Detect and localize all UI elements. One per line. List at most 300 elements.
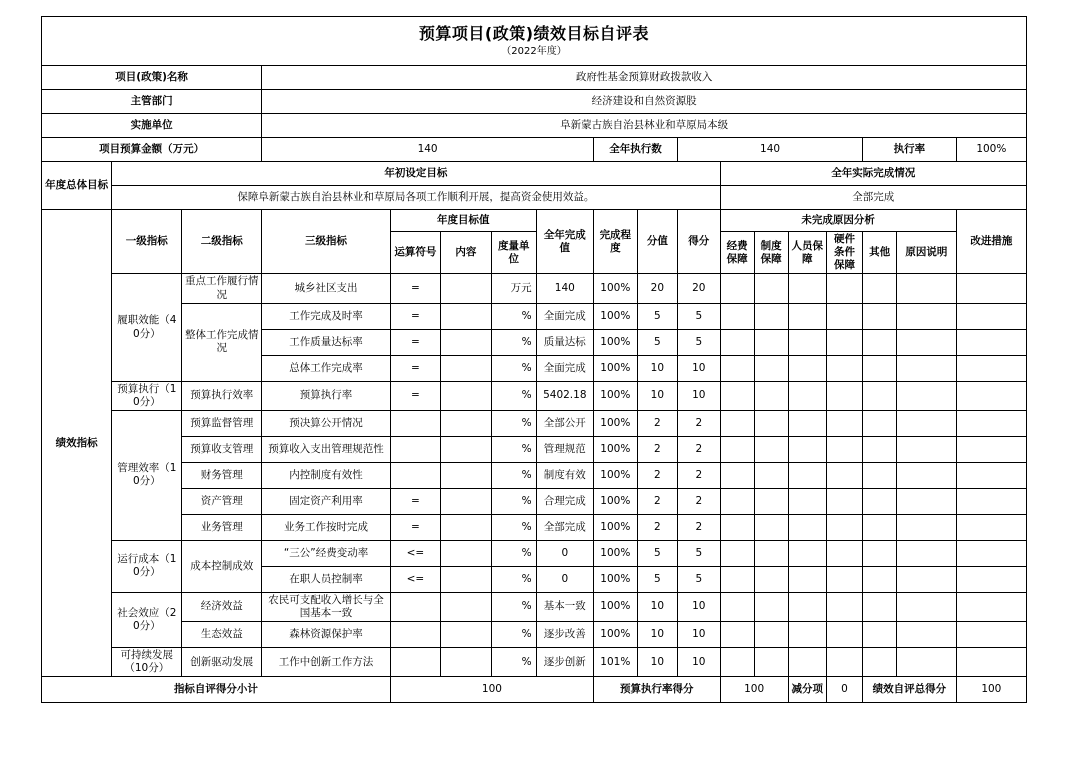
indicator-operator: = <box>390 381 440 410</box>
indicator-points: 2 <box>637 488 677 514</box>
indicator-level1: 履职效能（40分） <box>112 274 182 381</box>
indicator-reason-staff <box>788 488 826 514</box>
indicator-unit: % <box>491 436 536 462</box>
indicator-points: 10 <box>637 622 677 648</box>
indicator-annual-value: 基本一致 <box>536 592 593 621</box>
indicator-improvement <box>956 274 1026 303</box>
indicator-level3: 预决算公开情况 <box>262 410 391 436</box>
indicator-operator <box>390 648 440 677</box>
indicator-reason-funding <box>720 488 754 514</box>
indicator-completion: 100% <box>594 540 638 566</box>
table-row <box>42 462 1027 488</box>
indicator-improvement <box>956 355 1026 381</box>
indicator-improvement <box>956 488 1026 514</box>
indicator-reason-other <box>863 540 897 566</box>
indicator-operator <box>390 592 440 621</box>
indicator-annual-value: 5402.18 <box>536 381 593 410</box>
title-main: 预算项目(政策)绩效目标自评表 <box>418 23 650 43</box>
indicator-points: 10 <box>637 648 677 677</box>
indicator-reason-staff <box>788 622 826 648</box>
indicator-reason-funding <box>720 648 754 677</box>
col-header-annual-value: 全年完成值 <box>536 210 593 274</box>
indicator-improvement <box>956 436 1026 462</box>
execution-rate-label: 执行率 <box>863 138 957 162</box>
indicator-reason-note <box>897 381 957 410</box>
indicator-score: 5 <box>678 566 721 592</box>
budget-amount-label: 项目预算金额（万元） <box>42 138 262 162</box>
indicator-level2: 经济效益 <box>182 592 262 621</box>
implementing-unit-value: 阜新蒙古族自治县林业和草原局本级 <box>262 114 1027 138</box>
indicator-points: 2 <box>637 514 677 540</box>
indicator-reason-hardware <box>826 436 862 462</box>
indicator-reason-hardware <box>826 274 862 303</box>
indicator-score: 2 <box>678 488 721 514</box>
indicator-improvement <box>956 410 1026 436</box>
indicator-score: 20 <box>678 274 721 303</box>
indicator-reason-funding <box>720 381 754 410</box>
indicator-completion: 100% <box>594 622 638 648</box>
indicator-reason-other <box>863 329 897 355</box>
indicator-level1: 运行成本（10分） <box>112 540 182 592</box>
indicator-completion: 100% <box>594 592 638 621</box>
indicator-reason-system <box>754 436 788 462</box>
indicator-annual-value: 140 <box>536 274 593 303</box>
indicator-completion: 100% <box>594 566 638 592</box>
indicator-content <box>440 381 491 410</box>
indicator-points: 2 <box>637 436 677 462</box>
indicator-reason-hardware <box>826 622 862 648</box>
col-header-level1: 一级指标 <box>112 210 182 274</box>
indicator-completion: 100% <box>594 355 638 381</box>
overall-target-row-label: 年度总体目标 <box>42 162 112 210</box>
indicator-annual-value: 管理规范 <box>536 436 593 462</box>
actual-completion-header: 全年实际完成情况 <box>720 162 1026 186</box>
indicator-operator: = <box>390 329 440 355</box>
indicator-level2: 预算监督管理 <box>182 410 262 436</box>
indicator-level3: 城乡社区支出 <box>262 274 391 303</box>
indicator-reason-other <box>863 488 897 514</box>
indicator-score: 5 <box>678 303 721 329</box>
indicator-points: 10 <box>637 381 677 410</box>
indicator-level1: 管理效率（10分） <box>112 410 182 540</box>
indicator-reason-funding <box>720 592 754 621</box>
indicator-completion: 100% <box>594 514 638 540</box>
indicator-score: 2 <box>678 410 721 436</box>
indicator-score: 10 <box>678 592 721 621</box>
annual-execution-value: 140 <box>678 138 863 162</box>
indicator-reason-note <box>897 355 957 381</box>
indicator-reason-system <box>754 622 788 648</box>
indicator-content <box>440 648 491 677</box>
col-header-content: 内容 <box>440 232 491 274</box>
subtotal-label: 指标自评得分小计 <box>42 677 391 703</box>
indicator-reason-note <box>897 410 957 436</box>
subtotal-value: 100 <box>390 677 593 703</box>
indicator-operator <box>390 462 440 488</box>
indicator-annual-value: 合理完成 <box>536 488 593 514</box>
indicator-reason-hardware <box>826 514 862 540</box>
indicator-completion: 100% <box>594 436 638 462</box>
indicator-content <box>440 436 491 462</box>
indicator-reason-funding <box>720 540 754 566</box>
indicator-annual-value: 逐步改善 <box>536 622 593 648</box>
indicator-score: 10 <box>678 622 721 648</box>
table-row <box>42 410 1027 436</box>
indicator-completion: 100% <box>594 410 638 436</box>
indicator-score: 10 <box>678 381 721 410</box>
indicator-operator: = <box>390 274 440 303</box>
indicator-reason-staff <box>788 436 826 462</box>
indicator-reason-system <box>754 566 788 592</box>
indicator-reason-hardware <box>826 410 862 436</box>
indicator-level1: 社会效应（20分） <box>112 592 182 647</box>
indicator-reason-funding <box>720 274 754 303</box>
indicator-reason-other <box>863 303 897 329</box>
col-header-completion: 完成程度 <box>594 210 638 274</box>
indicators-row-label: 绩效指标 <box>42 210 112 677</box>
indicator-level3: 固定资产利用率 <box>262 488 391 514</box>
indicator-reason-note <box>897 622 957 648</box>
actual-completion-value: 全部完成 <box>720 186 1026 210</box>
indicator-level2: 业务管理 <box>182 514 262 540</box>
indicator-level1: 可持续发展（10分） <box>112 648 182 677</box>
indicator-points: 5 <box>637 540 677 566</box>
indicator-level2: 资产管理 <box>182 488 262 514</box>
indicator-completion: 100% <box>594 381 638 410</box>
col-header-reason-funding: 经费保障 <box>720 232 754 274</box>
indicator-reason-system <box>754 274 788 303</box>
indicator-reason-system <box>754 540 788 566</box>
indicator-reason-system <box>754 355 788 381</box>
indicator-level2: 成本控制成效 <box>182 540 262 592</box>
col-header-operator: 运算符号 <box>390 232 440 274</box>
table-row <box>42 648 1027 677</box>
indicator-improvement <box>956 540 1026 566</box>
indicator-unit: % <box>491 514 536 540</box>
sheet-title <box>42 17 1027 66</box>
indicator-score: 10 <box>678 648 721 677</box>
indicator-reason-other <box>863 355 897 381</box>
department-value: 经济建设和自然资源股 <box>262 90 1027 114</box>
indicator-score: 2 <box>678 436 721 462</box>
indicator-content <box>440 329 491 355</box>
indicator-unit: % <box>491 462 536 488</box>
table-row <box>42 90 1027 114</box>
exec-rate-score-value: 100 <box>720 677 788 703</box>
indicator-level3: 预算收入支出管理规范性 <box>262 436 391 462</box>
indicator-points: 2 <box>637 462 677 488</box>
indicator-reason-staff <box>788 462 826 488</box>
col-header-reason-staff: 人员保障 <box>788 232 826 274</box>
indicator-reason-system <box>754 329 788 355</box>
table-row <box>42 186 1027 210</box>
indicator-reason-funding <box>720 436 754 462</box>
indicator-reason-note <box>897 514 957 540</box>
indicator-level2: 预算收支管理 <box>182 436 262 462</box>
indicator-reason-note <box>897 274 957 303</box>
table-row <box>42 274 1027 303</box>
deduction-value: 0 <box>826 677 862 703</box>
indicator-unit: % <box>491 592 536 621</box>
col-header-level3: 三级指标 <box>262 210 391 274</box>
indicator-reason-staff <box>788 592 826 621</box>
indicator-content <box>440 462 491 488</box>
indicator-improvement <box>956 462 1026 488</box>
indicator-reason-system <box>754 410 788 436</box>
indicator-reason-note <box>897 488 957 514</box>
table-row <box>42 677 1027 703</box>
indicator-operator: = <box>390 303 440 329</box>
indicator-reason-system <box>754 514 788 540</box>
col-header-points: 分值 <box>637 210 677 274</box>
indicator-unit: % <box>491 410 536 436</box>
indicator-reason-other <box>863 462 897 488</box>
indicator-reason-hardware <box>826 462 862 488</box>
col-header-reason-other: 其他 <box>863 232 897 274</box>
indicator-reason-note <box>897 436 957 462</box>
indicator-content <box>440 303 491 329</box>
indicator-operator: = <box>390 514 440 540</box>
indicator-reason-hardware <box>826 648 862 677</box>
indicator-improvement <box>956 303 1026 329</box>
indicator-annual-value: 全面完成 <box>536 355 593 381</box>
indicator-operator <box>390 622 440 648</box>
indicator-improvement <box>956 648 1026 677</box>
indicator-level3: 业务工作按时完成 <box>262 514 391 540</box>
indicator-unit: % <box>491 303 536 329</box>
indicator-reason-hardware <box>826 303 862 329</box>
indicator-level2: 财务管理 <box>182 462 262 488</box>
indicator-unit: % <box>491 355 536 381</box>
indicator-reason-staff <box>788 355 826 381</box>
indicator-reason-other <box>863 622 897 648</box>
indicator-unit: % <box>491 648 536 677</box>
indicator-improvement <box>956 381 1026 410</box>
annual-execution-label: 全年执行数 <box>594 138 678 162</box>
indicator-reason-other <box>863 592 897 621</box>
indicator-points: 5 <box>637 303 677 329</box>
indicator-reason-note <box>897 566 957 592</box>
indicator-level3: “三公”经费变动率 <box>262 540 391 566</box>
indicator-unit: 万元 <box>491 274 536 303</box>
indicator-score: 10 <box>678 355 721 381</box>
indicator-reason-system <box>754 462 788 488</box>
indicator-annual-value: 0 <box>536 540 593 566</box>
table-row <box>42 17 1027 66</box>
col-header-reason-note: 原因说明 <box>897 232 957 274</box>
indicator-reason-hardware <box>826 488 862 514</box>
indicator-score: 5 <box>678 329 721 355</box>
indicator-annual-value: 质量达标 <box>536 329 593 355</box>
indicator-reason-staff <box>788 381 826 410</box>
indicator-improvement <box>956 566 1026 592</box>
table-row <box>42 381 1027 410</box>
indicator-unit: % <box>491 566 536 592</box>
indicator-content <box>440 274 491 303</box>
indicator-content <box>440 566 491 592</box>
initial-target-header: 年初设定目标 <box>112 162 720 186</box>
indicator-reason-other <box>863 648 897 677</box>
indicator-reason-other <box>863 514 897 540</box>
table-row <box>42 622 1027 648</box>
indicator-unit: % <box>491 488 536 514</box>
indicator-reason-hardware <box>826 540 862 566</box>
indicator-level2: 预算执行效率 <box>182 381 262 410</box>
deduction-label: 减分项 <box>788 677 826 703</box>
indicator-completion: 100% <box>594 274 638 303</box>
indicator-reason-other <box>863 436 897 462</box>
indicator-reason-hardware <box>826 381 862 410</box>
table-row <box>42 303 1027 329</box>
indicator-level3: 森林资源保护率 <box>262 622 391 648</box>
indicator-reason-staff <box>788 274 826 303</box>
indicator-unit: % <box>491 381 536 410</box>
col-header-improvement: 改进措施 <box>956 210 1026 274</box>
indicator-operator <box>390 410 440 436</box>
indicator-score: 5 <box>678 540 721 566</box>
indicator-score: 2 <box>678 514 721 540</box>
indicator-improvement <box>956 622 1026 648</box>
project-name-label: 项目(政策)名称 <box>42 66 262 90</box>
budget-amount-value: 140 <box>262 138 594 162</box>
execution-rate-value: 100% <box>956 138 1026 162</box>
indicator-level1: 预算执行（10分） <box>112 381 182 410</box>
col-header-reason-system: 制度保障 <box>754 232 788 274</box>
indicator-level3: 总体工作完成率 <box>262 355 391 381</box>
indicator-points: 5 <box>637 566 677 592</box>
indicator-improvement <box>956 592 1026 621</box>
table-row <box>42 66 1027 90</box>
indicator-reason-hardware <box>826 355 862 381</box>
indicator-points: 2 <box>637 410 677 436</box>
indicator-reason-hardware <box>826 329 862 355</box>
project-name-value: 政府性基金预算财政拨款收入 <box>262 66 1027 90</box>
indicator-reason-staff <box>788 648 826 677</box>
indicator-reason-system <box>754 648 788 677</box>
indicator-content <box>440 410 491 436</box>
indicator-completion: 100% <box>594 303 638 329</box>
table-row <box>42 488 1027 514</box>
indicator-reason-note <box>897 648 957 677</box>
indicator-reason-system <box>754 303 788 329</box>
indicator-completion: 100% <box>594 462 638 488</box>
indicator-points: 10 <box>637 355 677 381</box>
indicator-points: 5 <box>637 329 677 355</box>
indicator-points: 20 <box>637 274 677 303</box>
indicator-points: 10 <box>637 592 677 621</box>
indicator-improvement <box>956 514 1026 540</box>
indicator-content <box>440 540 491 566</box>
indicator-reason-other <box>863 274 897 303</box>
indicator-operator <box>390 436 440 462</box>
indicator-reason-system <box>754 381 788 410</box>
indicator-completion: 100% <box>594 488 638 514</box>
indicator-operator: <= <box>390 540 440 566</box>
indicator-score: 2 <box>678 462 721 488</box>
table-row <box>42 162 1027 186</box>
performance-evaluation-table <box>41 16 1027 703</box>
indicator-reason-system <box>754 592 788 621</box>
indicator-operator: = <box>390 355 440 381</box>
indicator-reason-other <box>863 410 897 436</box>
indicator-operator: <= <box>390 566 440 592</box>
table-row <box>42 540 1027 566</box>
indicator-reason-system <box>754 488 788 514</box>
indicator-improvement <box>956 329 1026 355</box>
indicator-reason-staff <box>788 329 826 355</box>
indicator-content <box>440 622 491 648</box>
indicator-reason-other <box>863 566 897 592</box>
indicator-annual-value: 全部完成 <box>536 514 593 540</box>
col-header-level2: 二级指标 <box>182 210 262 274</box>
indicator-operator: = <box>390 488 440 514</box>
indicator-annual-value: 逐步创新 <box>536 648 593 677</box>
table-row <box>42 210 1027 232</box>
indicator-level2: 整体工作完成情况 <box>182 303 262 381</box>
indicator-level3: 工作完成及时率 <box>262 303 391 329</box>
col-header-unfinished-group: 未完成原因分析 <box>720 210 956 232</box>
col-header-score: 得分 <box>678 210 721 274</box>
indicator-level3: 在职人员控制率 <box>262 566 391 592</box>
indicator-reason-funding <box>720 566 754 592</box>
indicator-reason-funding <box>720 410 754 436</box>
indicator-level3: 预算执行率 <box>262 381 391 410</box>
table-row <box>42 436 1027 462</box>
indicator-reason-funding <box>720 303 754 329</box>
indicator-reason-note <box>897 462 957 488</box>
col-header-annual-target-group: 年度目标值 <box>390 210 536 232</box>
indicator-annual-value: 0 <box>536 566 593 592</box>
department-label: 主管部门 <box>42 90 262 114</box>
table-row <box>42 592 1027 621</box>
indicator-reason-funding <box>720 514 754 540</box>
indicator-level2: 创新驱动发展 <box>182 648 262 677</box>
initial-target-value: 保障阜新蒙古族自治县林业和草原局各项工作顺利开展，提高资金使用效益。 <box>112 186 720 210</box>
indicator-level3: 工作质量达标率 <box>262 329 391 355</box>
indicator-reason-funding <box>720 622 754 648</box>
indicator-reason-staff <box>788 566 826 592</box>
indicator-reason-staff <box>788 514 826 540</box>
indicator-unit: % <box>491 540 536 566</box>
table-row <box>42 514 1027 540</box>
indicator-annual-value: 制度有效 <box>536 462 593 488</box>
indicator-completion: 100% <box>594 329 638 355</box>
exec-rate-score-label: 预算执行率得分 <box>594 677 721 703</box>
implementing-unit-label: 实施单位 <box>42 114 262 138</box>
indicator-reason-staff <box>788 303 826 329</box>
indicator-reason-hardware <box>826 592 862 621</box>
col-header-reason-hardware: 硬件条件保障 <box>826 232 862 274</box>
indicator-unit: % <box>491 329 536 355</box>
table-row <box>42 138 1027 162</box>
indicator-reason-funding <box>720 462 754 488</box>
indicator-content <box>440 592 491 621</box>
indicator-unit: % <box>491 622 536 648</box>
indicator-level3: 内控制度有效性 <box>262 462 391 488</box>
indicator-level2: 生态效益 <box>182 622 262 648</box>
col-header-unit: 度量单位 <box>491 232 536 274</box>
title-subtitle: （2022年度） <box>501 46 567 58</box>
indicator-reason-staff <box>788 410 826 436</box>
indicator-reason-staff <box>788 540 826 566</box>
indicator-reason-note <box>897 592 957 621</box>
indicator-content <box>440 355 491 381</box>
indicator-reason-funding <box>720 329 754 355</box>
indicator-reason-note <box>897 540 957 566</box>
indicator-completion: 101% <box>594 648 638 677</box>
indicator-annual-value: 全面完成 <box>536 303 593 329</box>
total-score-value: 100 <box>956 677 1026 703</box>
